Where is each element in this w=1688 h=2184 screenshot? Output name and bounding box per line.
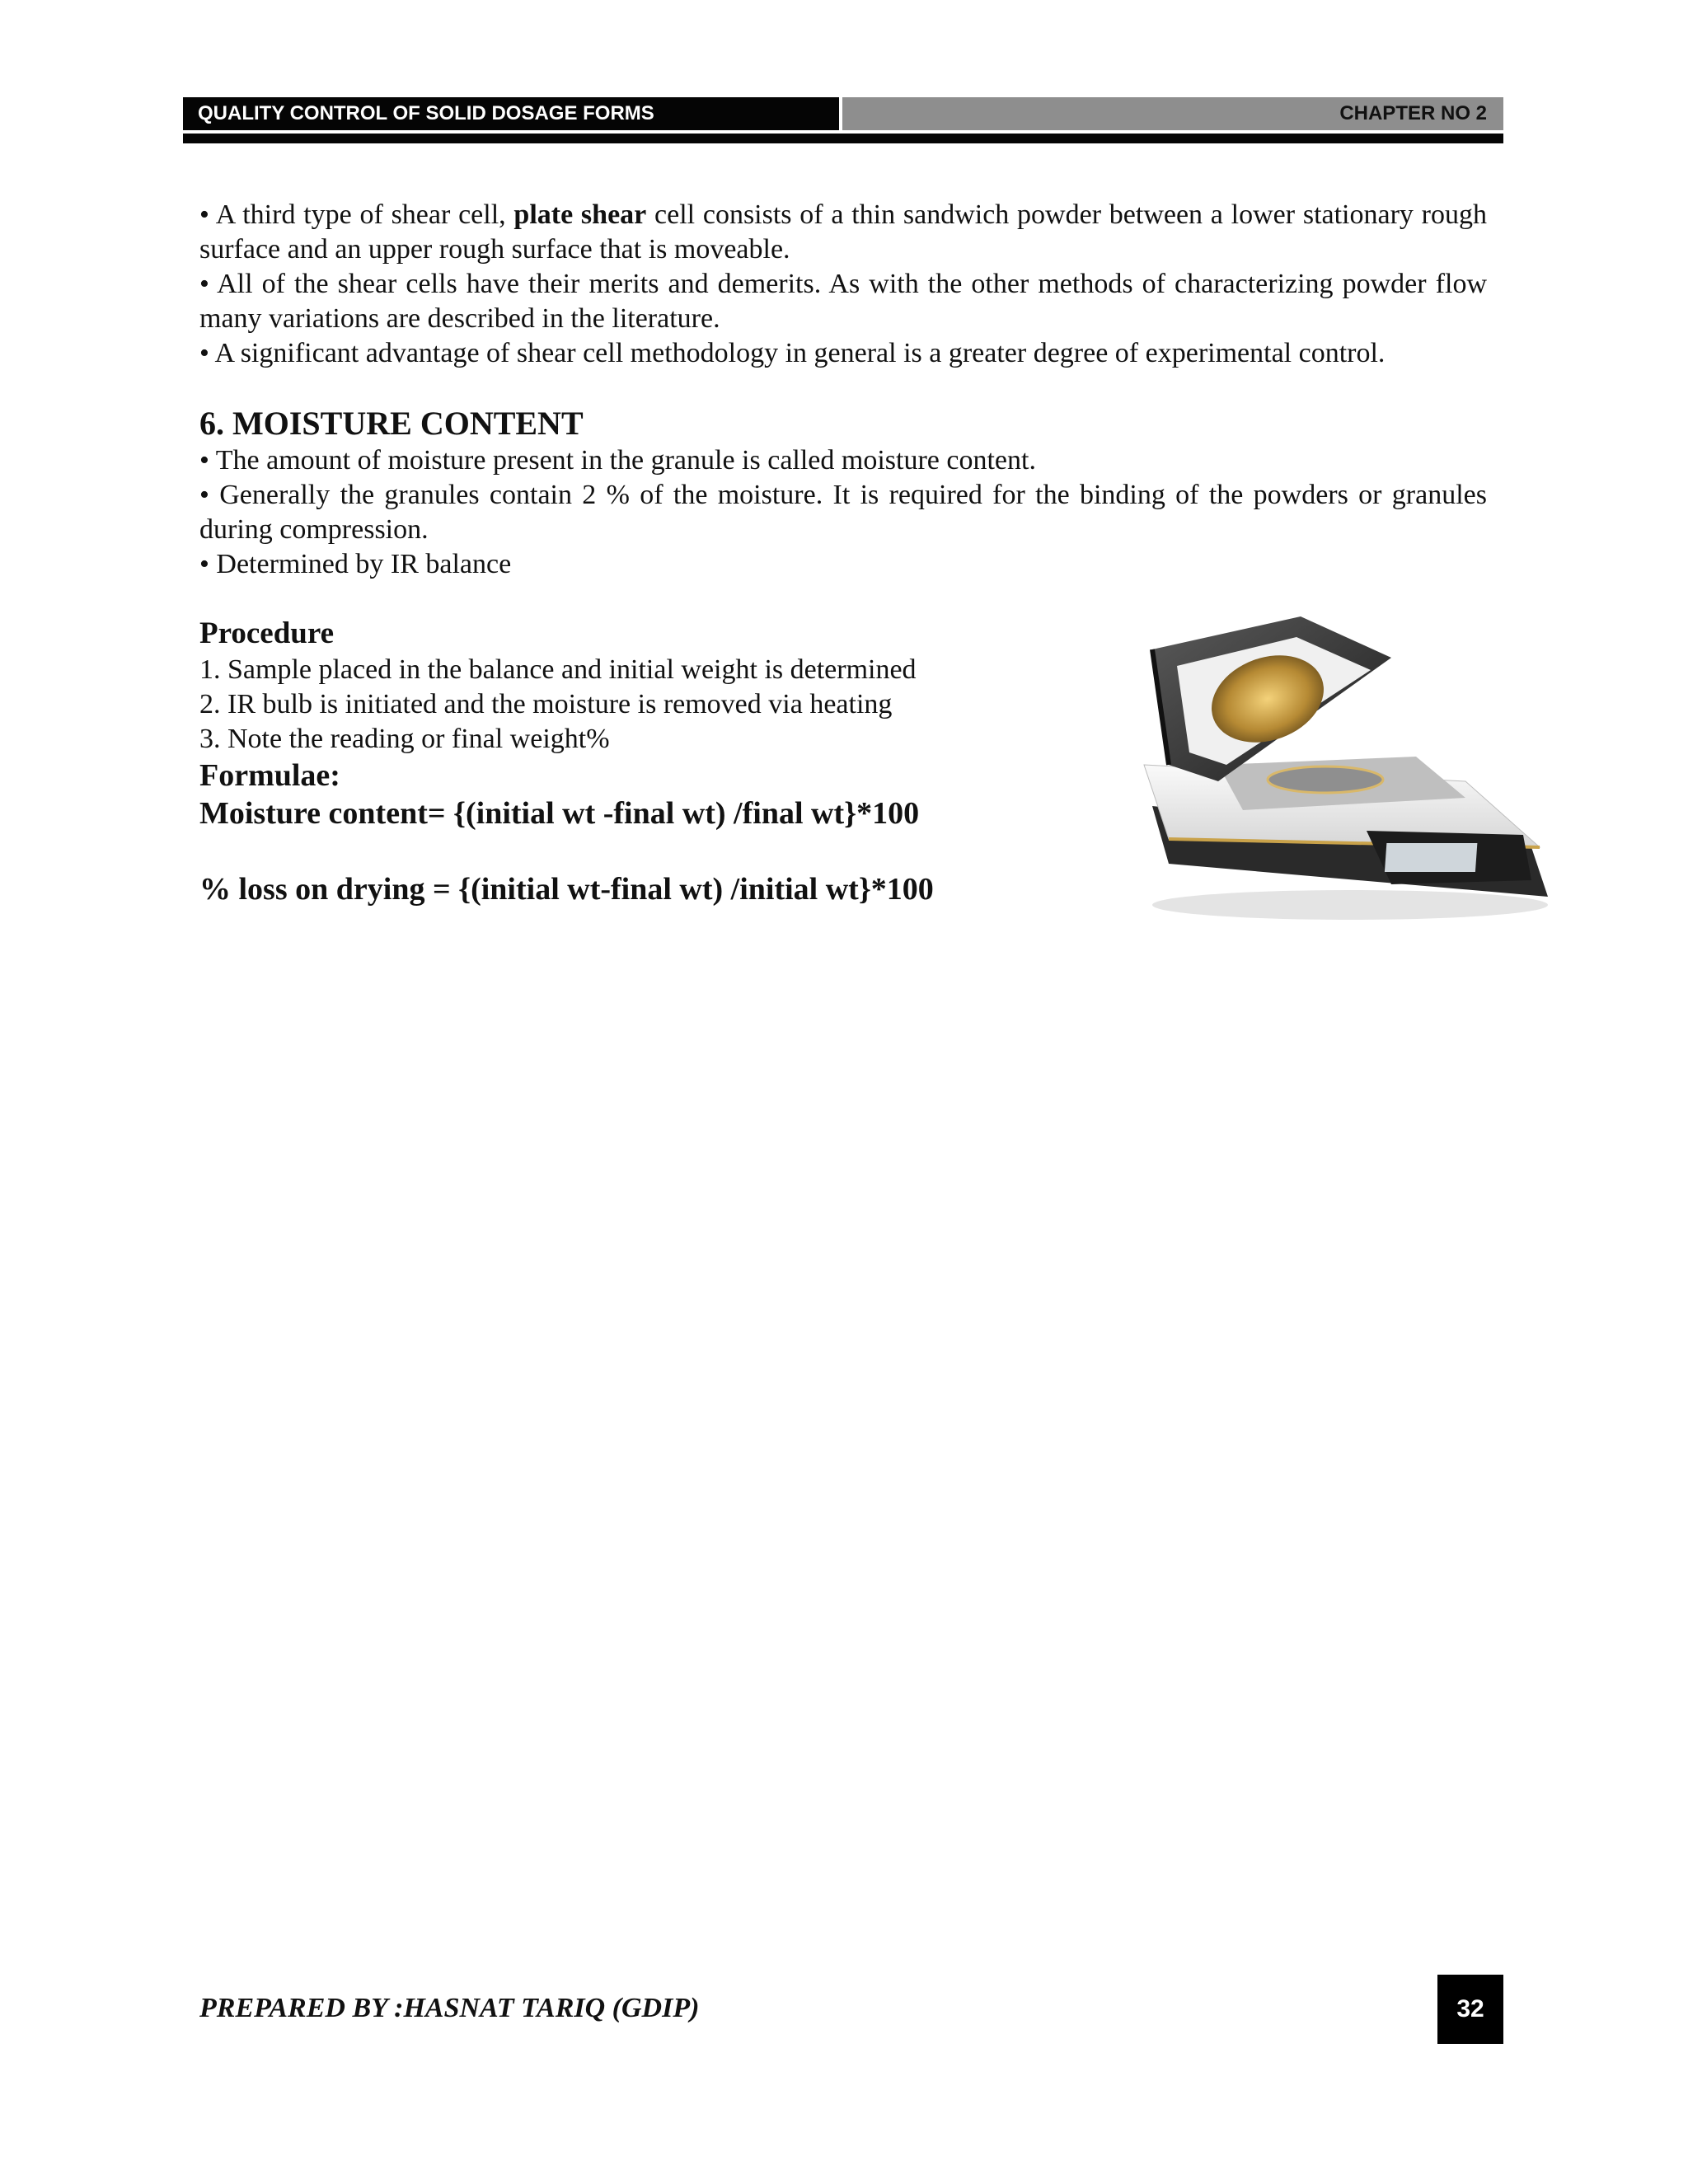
header-chapter-label: CHAPTER NO 2 <box>842 97 1503 130</box>
bullet-plate-shear <box>199 198 1487 267</box>
procedure-step: 3. Note the reading or final weight% <box>199 724 610 754</box>
formula-moisture-content: Moisture content= {(initial wt -final wt) /final wt}*100 <box>199 796 920 831</box>
bold-term: plate shear <box>513 199 647 230</box>
page-number: 32 <box>1437 1975 1503 2044</box>
procedure-heading: Procedure <box>199 616 335 650</box>
procedure-step: 2. IR bulb is initiated and the moisture is removed via heating <box>199 689 893 719</box>
header-rule <box>183 134 1503 143</box>
formulae-label: Formulae: <box>199 758 340 793</box>
moisture-bullet: • Generally the granules contain 2 % of the moisture. It is required for the binding of the powders or granules during compression. <box>199 480 1487 545</box>
moisture-bullet: • The amount of moisture present in the granule is called moisture content. <box>199 445 1036 476</box>
moisture-analyzer-illustration-icon <box>1119 600 1564 930</box>
section-heading: 6. MOISTURE CONTENT <box>199 405 584 442</box>
page-header <box>183 97 1503 145</box>
bullet-advantage: • A significant advantage of shear cell methodology in general is a greater degree of experimental control. <box>199 338 1386 368</box>
procedure-step: 1. Sample placed in the balance and initial weight is determined <box>199 654 917 685</box>
bullet-text: • A third type of shear cell, <box>199 199 514 230</box>
bullet-merits: • All of the shear cells have their merits and demerits. As with the other methods of characterizing powder flow many variations are described in the literature. <box>199 269 1487 334</box>
bullet-text: cell consists of a thin sandwich powder between a lower stationary rough surface and an upper rough surface that is moveable. <box>199 199 1487 265</box>
formula-loss-on-drying: % loss on drying = {(initial wt-final wt) /initial wt}*100 <box>199 872 934 907</box>
header-document-title: QUALITY CONTROL OF SOLID DOSAGE FORMS <box>183 97 839 130</box>
procedure-block <box>199 615 1024 908</box>
footer-prepared-by: PREPARED BY :HASNAT TARIQ (GDIP) <box>199 1993 700 2023</box>
moisture-analyzer-image <box>1119 600 1564 930</box>
moisture-bullet: • Determined by IR balance <box>199 549 512 579</box>
